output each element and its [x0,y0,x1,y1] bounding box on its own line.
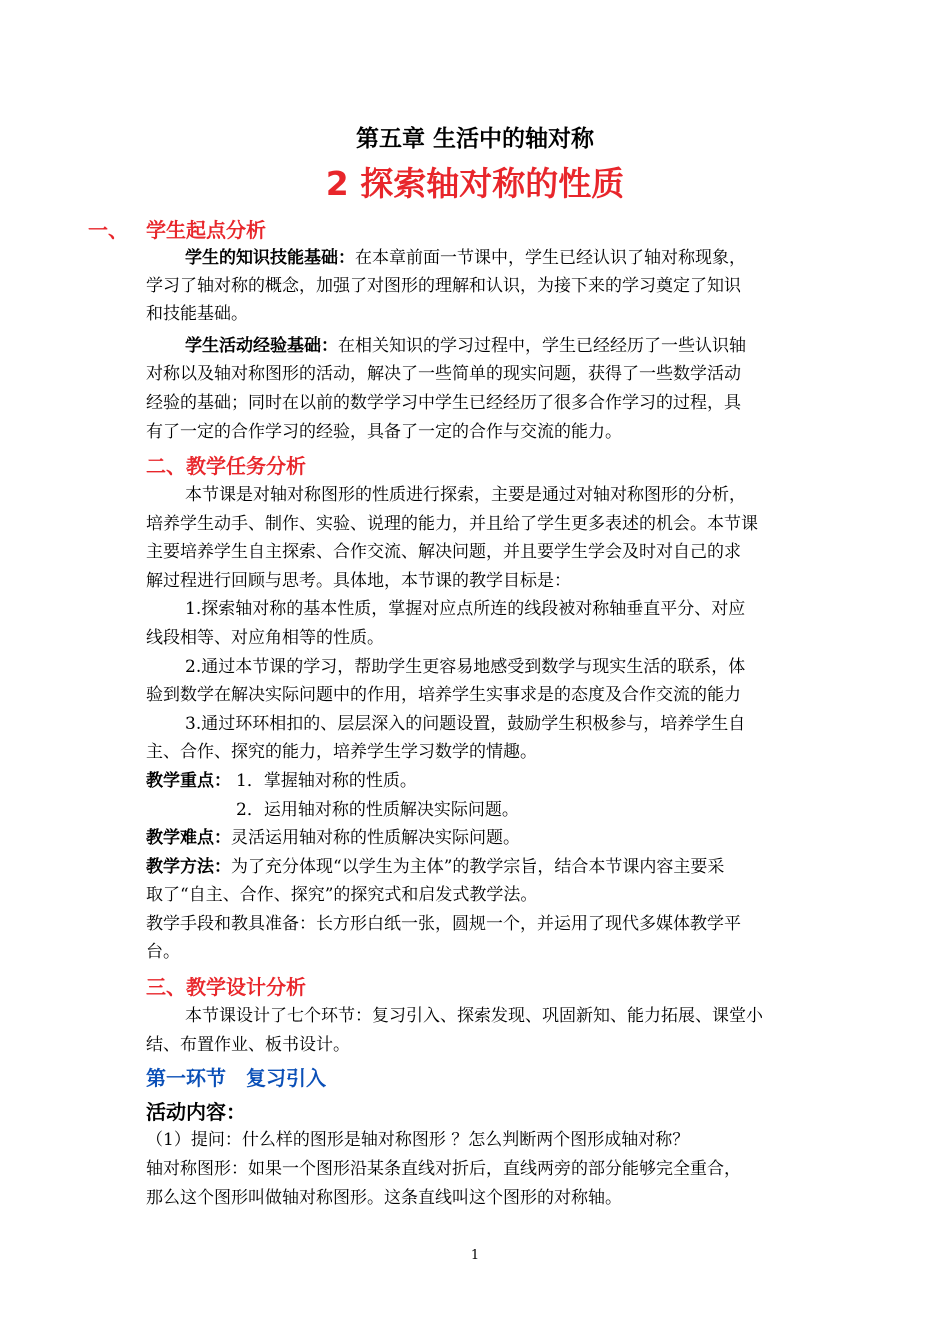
section1-heading: 学生起点分析 [146,218,266,242]
chapter-title: 第五章 生活中的轴对称 [355,126,594,152]
definition-line-1: 轴对称图形：如果一个图形沿某条直线对折后，直线两旁的部分能够完全重合， [146,1159,741,1179]
section3-heading: 三、教学设计分析 [146,975,306,999]
key-points-label: 教学重点： [146,771,231,791]
difficulty-label: 教学难点： [146,828,231,848]
section1-number: 一、 [88,218,128,242]
method-line-1 [146,855,724,879]
experience-paragraph-line-4: 有了一定的合作学习的经验，具备了一定的合作与交流的能力。 [146,422,622,442]
tools-line-2: 台。 [146,942,180,962]
knowledge-paragraph-line-2: 学习了轴对称的概念，加强了对图形的理解和认识，为接下来的学习奠定了知识 [146,276,741,296]
goal2-line-1: 2.通过本节课的学习，帮助学生更容易地感受到数学与现实生活的联系，体 [185,657,746,677]
lesson-title: 2 探索轴对称的性质 [325,164,625,203]
goal3-line-2: 主、合作、探究的能力，培养学生学习数学的情趣。 [146,742,537,762]
goal3-line-1: 3.通过环环相扣的、层层深入的问题设置，鼓励学生积极参与，培养学生自 [185,714,746,734]
key-point-2: 2．运用轴对称的性质解决实际问题。 [236,800,519,820]
activity-heading: 活动内容： [146,1100,246,1124]
knowledge-text: 在本章前面一节课中，学生已经认识了轴对称现象， [355,248,746,268]
key-point-1: 1．掌握轴对称的性质。 [236,771,417,791]
difficulty-line [146,826,520,850]
knowledge-label: 学生的知识技能基础： [185,248,355,268]
step1-heading: 第一环节 复习引入 [146,1066,326,1090]
knowledge-paragraph-line-1 [185,246,746,270]
experience-text: 在相关知识的学习过程中，学生已经经历了一些认识轴 [338,336,746,356]
knowledge-paragraph-line-3: 和技能基础。 [146,304,248,324]
design-intro-line-2: 结、布置作业、板书设计。 [146,1035,350,1055]
task-intro-line-1: 本节课是对轴对称图形的性质进行探索，主要是通过对轴对称图形的分析， [185,485,746,505]
difficulty-text: 灵活运用轴对称的性质解决实际问题。 [231,828,520,848]
question-1: （1）提问：什么样的图形是轴对称图形 ？怎么判断两个图形成轴对称？ [146,1130,690,1150]
goal1-line-2: 线段相等、对应角相等的性质。 [146,628,384,648]
method-label: 教学方法： [146,857,231,877]
method-text: 为了充分体现“以学生为主体”的教学宗旨，结合本节课内容主要采 [231,857,725,877]
experience-paragraph-line-3: 经验的基础；同时在以前的数学学习中学生已经经历了很多合作学习的过程，具 [146,393,741,413]
experience-paragraph-line-1 [185,334,746,358]
goal2-line-2: 验到数学在解决实际问题中的作用，培养学生实事求是的态度及合作交流的能力 [146,685,741,705]
task-intro-line-3: 主要培养学生自主探索、合作交流、解决问题，并且要学生学会及时对自己的求 [146,542,741,562]
goal1-line-1: 1.探索轴对称的基本性质，掌握对应点所连的线段被对称轴垂直平分、对应 [185,599,746,619]
task-intro-line-2: 培养学生动手、制作、实验、说理的能力，并且给了学生更多表述的机会。本节课 [146,514,758,534]
task-intro-line-4: 解过程进行回顾与思考。具体地，本节课的教学目标是： [146,571,571,591]
method-line-2: 取了“自主、合作、探究”的探究式和启发式教学法。 [146,885,538,905]
page-number: 1 [470,1248,480,1263]
tools-line-1: 教学手段和教具准备：长方形白纸一张，圆规一个，并运用了现代多媒体教学平 [146,914,741,934]
definition-line-2: 那么这个图形叫做轴对称图形。这条直线叫这个图形的对称轴。 [146,1188,622,1208]
design-intro-line-1: 本节课设计了七个环节：复习引入、探索发现、巩固新知、能力拓展、课堂小 [185,1006,763,1026]
section2-heading: 二、教学任务分析 [146,454,306,478]
experience-label: 学生活动经验基础： [185,336,338,356]
experience-paragraph-line-2: 对称以及轴对称图形的活动，解决了一些简单的现实问题，获得了一些数学活动 [146,364,741,384]
